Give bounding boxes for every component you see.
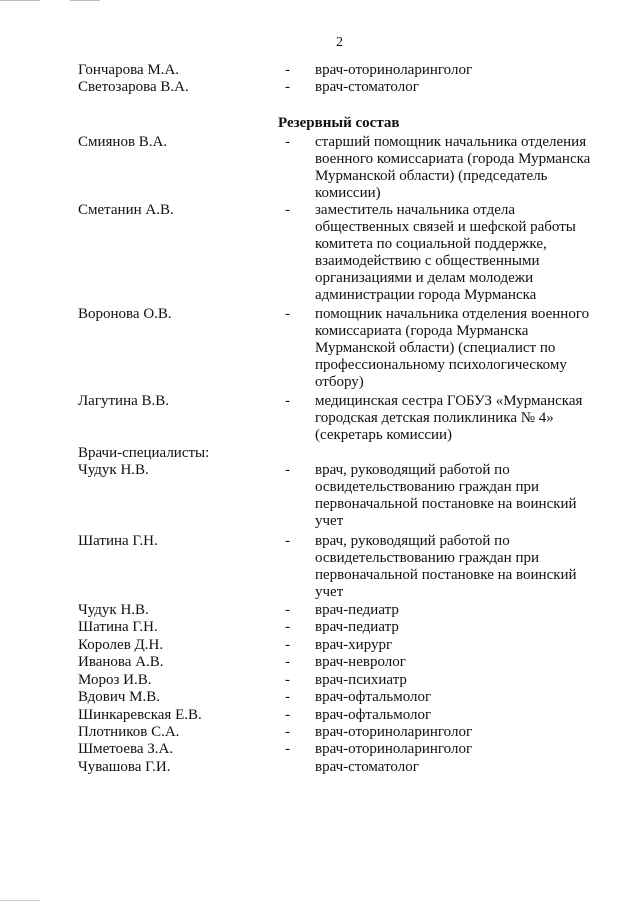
dash-separator: - [285,619,290,635]
member-role: врач-хирург [315,637,393,653]
dash-separator: - [285,724,290,740]
page-number: 2 [336,35,343,50]
member-role: врач-оториноларинголог [315,724,473,740]
member-role: медицинская сестра ГОБУЗ «Мурманская городская детская поликлиника № 4» (секретарь комиссии) [315,393,583,443]
scan-edge-mark [70,0,100,1]
member-role: врач-психиатр [315,672,407,688]
member-role: заместитель начальника отдела общественных связей и шефской работы комитета по социальной поддержке, взаимодействию с общественными организациями и делам молодежи администрации города Мурманска [315,202,576,303]
member-name: Шинкаревская Е.В. [78,707,202,723]
dash-separator: - [285,202,290,218]
member-name: Вдович М.В. [78,689,161,705]
member-name: Чувашова Г.И. [78,759,171,775]
member-role: врач-офтальмолог [315,707,432,723]
dash-separator: - [285,62,290,78]
member-name: Шметоева З.А. [78,741,174,757]
dash-separator: - [285,637,290,653]
member-name: Шатина Г.Н. [78,533,158,549]
member-role: врач, руководящий работой по освидетельствованию граждан при первоначальной постановке на воинский учет [315,533,577,600]
member-name: Иванова А.В. [78,654,164,670]
member-role: врач, руководящий работой по освидетельствованию граждан при первоначальной постановке на воинский учет [315,462,577,529]
member-role: врач-стоматолог [315,79,419,95]
dash-separator: - [285,462,290,478]
member-name: Чудук Н.В. [78,602,149,618]
scan-edge-mark [0,0,40,1]
member-name: Мороз И.В. [78,672,152,688]
dash-separator: - [285,707,290,723]
dash-separator: - [285,393,290,409]
member-role: врач-невролог [315,654,406,670]
member-name: Шатина Г.Н. [78,619,158,635]
member-role: старший помощник начальника отделения военного комиссариата (города Мурманска Мурманской области) (председатель комиссии) [315,134,591,201]
dash-separator: - [285,533,290,549]
member-role: врач-оториноларинголог [315,741,473,757]
reserve-heading: Резервный состав [278,115,400,131]
member-name: Сметанин А.В. [78,202,174,218]
dash-separator: - [285,672,290,688]
member-role: врач-стоматолог [315,759,419,775]
member-name: Лагутина В.В. [78,393,170,409]
member-role: врач-оториноларинголог [315,62,473,78]
dash-separator: - [285,134,290,150]
member-name: Светозарова В.А. [78,79,189,95]
member-role: врач-педиатр [315,619,399,635]
dash-separator: - [285,689,290,705]
member-name: Гончарова М.А. [78,62,180,78]
dash-separator: - [285,306,290,322]
dash-separator: - [285,602,290,618]
member-role: врач-офтальмолог [315,689,432,705]
specialists-label: Врачи-специалисты: [78,445,210,461]
dash-separator: - [285,654,290,670]
member-name: Королев Д.Н. [78,637,164,653]
member-name: Воронова О.В. [78,306,172,322]
member-role: врач-педиатр [315,602,399,618]
scan-edge-mark [0,900,40,901]
member-name: Чудук Н.В. [78,462,149,478]
member-name: Плотников С.А. [78,724,180,740]
dash-separator: - [285,79,290,95]
member-name: Смиянов В.А. [78,134,168,150]
dash-separator: - [285,741,290,757]
member-role: помощник начальника отделения военного комиссариата (города Мурманска Мурманской области) (специалист по профессиональному психологическому отбору) [315,306,590,390]
